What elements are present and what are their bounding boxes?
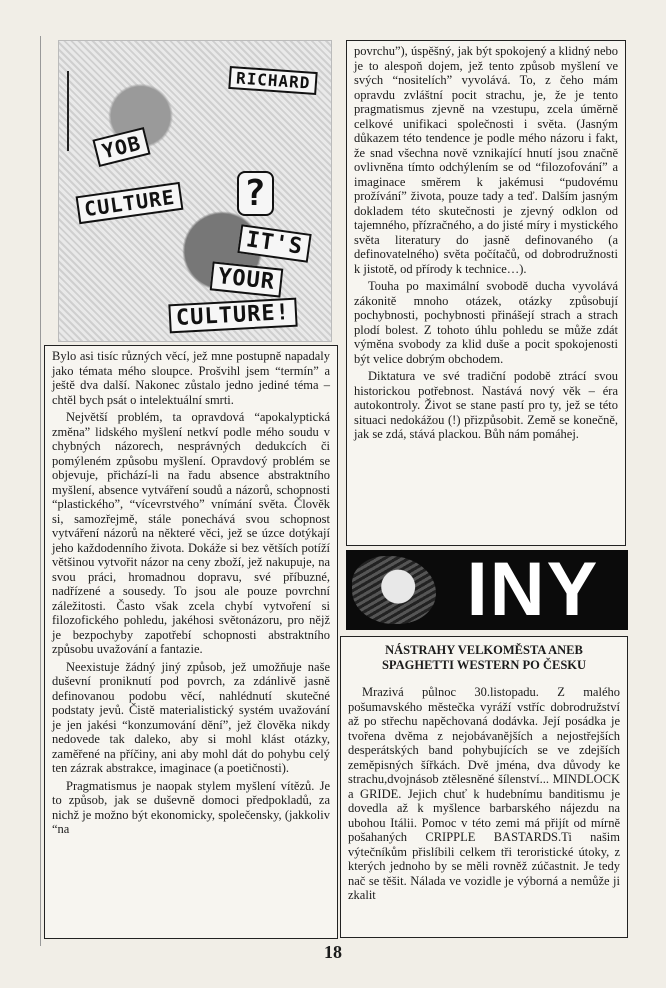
illustration-word-culture-2: CULTURE! xyxy=(168,298,297,334)
illustration-word-its: IT'S xyxy=(237,224,311,263)
article-title xyxy=(348,643,620,673)
left-column-text xyxy=(44,345,338,939)
paragraph: povrchu”), úspěšný, jak být spokojený a klidný nebo je to alespoň dojem, jež tento způsob myšlení ve svých “nositelích” vyvolává. To, z čeho mám opravdu zvláštní pocit strachu, je, že je tento pragmatismus zjevně na vzestupu, zcela úměrně celkové unifikaci společnosti i světa. (Jasným důkazem této tendence je podle mého názoru i fakt, že snad všechna nově vznikající hnutí jsou značně ovlivněna tímto odchýlením se od “filozofování” a imaginace směrem k jakémusi “pudovému prožívání” života, pouze tady a teď. Dalším jasným dokladem této skutečnosti je zjevný odklon od tajemného, přízračného, a do jisté míry i mystického světa literatury do jasně definovaného (a definovatelného) světa počítačů, od dobrodružnosti k jistotě, od přírody k technice…). xyxy=(354,44,618,276)
column-illustration xyxy=(58,40,332,342)
right-column-text xyxy=(346,40,626,546)
illustration-bar xyxy=(67,71,69,151)
illustration-word-richard: RICHARD xyxy=(228,66,318,95)
page-spine xyxy=(40,36,41,946)
banner-title: INY xyxy=(466,550,600,630)
article-box xyxy=(340,636,628,938)
paragraph: Pragmatismus je naopak stylem myšlení vítězů. Je to způsob, jak se duševně domoci předpokladů, za nichž je možno být ekonomicky, společensky, (jakkoliv “na xyxy=(52,778,330,836)
paragraph: Neexistuje žádný jiný způsob, jež umožňuje naše duševní proniknutí pod povrch, za zdánlivě jasně definovanou podobu věcí, nahlédnutí skutečné podstaty jevů. Čistě materialistický systém uvažování je jen jakési “konzumování dění”, jež člověka nikdy nedovede tak daleko, aby si mohl klást otázky, zaměřené na příčiny, ani aby mohl dát do pohybu celý ten zázrak abstrakce, imaginace (a poetičnosti). xyxy=(52,659,330,775)
illustration-word-question: ? xyxy=(237,171,274,216)
illustration-word-yob: YOB xyxy=(92,127,150,167)
illustration-word-culture: CULTURE xyxy=(76,182,184,224)
paragraph: Mrazivá půlnoc 30.listopadu. Z malého pošumavského městečka vyráží vstříc dobrodružství až po střechu napěchovaná dodávka. Její posádka je tvořena dvěma z nejobávanějších a nejostřejších desperátských band pohybujících se ve zdejších zeměpisných šířkách. Dvě jména, dva důvody ke strachu,dvojnásob ztělesněné šílenství... MINDLOCK a GRIDE. Jejich chuť k hudebnímu banditismu je dovedla až k myšlence barbarského nájezdu na ubohou Itálii. Pomoc v této zemi má přijít od mírně pošahaných CRIPPLE BASTARDS.Ti našim výtečníkům přislíbili celkem tři teroristické útoky, z kterých jednoho by se měli rovněž zúčastnit. Je tedy nač se těšit. Nálada ve vozidle je výborná a nemůže ji zkalit xyxy=(348,685,620,902)
paragraph: Bylo asi tisíc různých věcí, jež mne postupně napadaly jako témata mého sloupce. Prošvihl jsem “termín” a ještě dva další. Nakonec zůstalo jedno jediné téma – chtěl bych psát o intelektuální smrti. xyxy=(52,349,330,407)
paragraph: Touha po maximální svobodě ducha vyvolává zákonitě mnoho otázek, otázky způsobují pochybnosti, pochybnosti přinášejí strach a strach plodí bolest. Z tohoto úhlu pohledu se může zdát výměna svobody za klid duše a pocit spokojenosti být velice dobrým obchodem. xyxy=(354,279,618,366)
illustration-word-your: YOUR xyxy=(210,261,284,297)
banner-image xyxy=(352,556,436,624)
section-banner xyxy=(346,550,628,630)
paragraph: Největší problém, ta opravdová “apokalyptická změna” lidského myšlení netkví podle mého soudu v chybných názorech, nesprávných dedukcích či pomýleném způsobu myšlení. Opravdový problém se objevuje, přichází-li na řadu absence abstraktního myšlení, absence vytváření soudů a názorů, schopnosti “plastického”, “vícevrstvého” vnímání světa. Člověk si, samozřejmě, stále ponechává svou schopnost vytváření názorů na některé věci, jež se úzce dotýkají jeho každodenního života. Dokáže si bez větších potíží většinou vytvořit názor na ceny zboží, jež nakupuje, na svou práci, hromadnou dopravu, své příbuzné, nadřízené a sousedy. To jsou ale pouze povrchní záležitosti. Často však zcela chybí vytvoření si filozofického pohledu, jakéhosi světonázoru, pro nějž je bezpochyby zapotřebí schopnosti abstraktního způsobu uvažování a fantazie. xyxy=(52,410,330,656)
paragraph: Diktatura ve své tradiční podobě ztrácí svou historickou potřebnost. Nastává nový věk – éra autokontroly. Život se stane pastí pro ty, jež se této situaci nedokážou (!) přizpůsobit. Země se konečně, jak se zdá, stává plackou. Bůh nám pomáhej. xyxy=(354,369,618,441)
article-title-line-2: SPAGHETTI WESTERN PO ČESKU xyxy=(381,658,587,672)
page-number: 18 xyxy=(324,942,342,962)
article-title-line-1: NÁSTRAHY VELKOMĚSTA ANEB xyxy=(385,643,583,657)
